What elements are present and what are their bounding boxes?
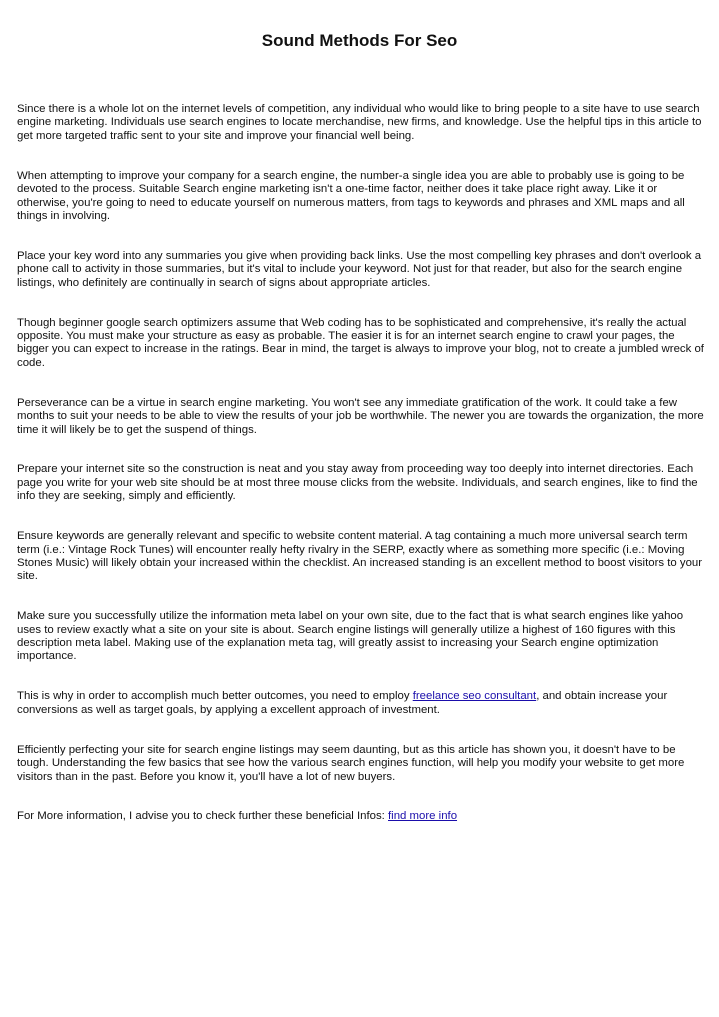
paragraph-7: Ensure keywords are generally relevant and specific to website content material. A tag containing a much more universal search term term (i.e.: Vintage Rock Tunes) will encounter really hefty rivalry in the SERP, exactly where as something more specific (i.e.: Moving Stones Music) will likely obtain your increased within the checklist. An increased standing is an excellent method to boost visitors to your site. — [17, 530, 703, 583]
find-more-info-link[interactable]: find more info — [388, 810, 458, 823]
paragraph-6: Prepare your internet site so the construction is neat and you stay away from proceeding way too deeply into internet directories. Each page you write for your web site should be at most three mouse clicks from the website. Individuals, and search engines, like to find the info they are seeking, simply and efficiently. — [17, 463, 698, 503]
paragraph-more-info-before: For More information, I advise you to check further these beneficial Infos: — [17, 810, 389, 823]
paragraph-closing: Efficiently perfecting your site for search engine listings may seem daunting, but as this article has shown you, it doesn't have to be tough. Understanding the few basics that see how the various search engines function, will help you modify your website to get more visitors than in the past. Before you know it, you'll have a lot of new buyers. — [17, 743, 685, 783]
paragraph-3: Place your key word into any summaries you give when providing back links. Use the most compelling key phrases and don't overlook a phone call to activity in those summaries, but it's vital to include your keyword. Not just for that reader, but also for the search engine listings, who definitely are continually in search of signs about appropriate articles. — [17, 249, 702, 289]
paragraph-consultant-after: , and obtain increase your conversions as well as target goals, by applying a excellent approach of investment. — [17, 690, 668, 716]
paragraph-2: When attempting to improve your company for a search engine, the number-a single idea you are able to probably use is going to be devoted to the process. Suitable Search engine marketing isn't a one-time factor, neither does it take place right away. Like it or otherwise, you're going to need to educate yourself on numerous matters, from tags to keywords and phrases and XML maps and all things in involving. — [17, 169, 685, 222]
paragraph-4: Though beginner google search optimizers assume that Web coding has to be sophisticated and comprehensive, it's really the actual opposite. You must make your structure as easy as probable. The easier it is for an internet search engine to crawl your pages, the bigger you can expect to increase in the ratings. Bear in mind, the target is always to improve your blog, not to create a jumbled wreck of code. — [17, 316, 704, 369]
paragraph-more-info — [17, 810, 707, 823]
paragraph-consultant-before: This is why in order to accomplish much better outcomes, you need to employ — [17, 690, 413, 703]
paragraph-consultant — [17, 690, 707, 717]
page-title: Sound Methods For Seo — [261, 31, 458, 50]
freelance-seo-consultant-link[interactable]: freelance seo consultant — [412, 690, 537, 703]
paragraph-1: Since there is a whole lot on the internet levels of competition, any individual who would like to bring people to a site have to use search engine marketing. Individuals use search engines to locate merchandise, new firms, and knowledge. Use the helpful tips in this article to get more targeted traffic sent to your site and improve your financial well being. — [17, 103, 702, 142]
paragraph-8: Make sure you successfully utilize the information meta label on your own site, due to the fact that is what search engines like yahoo uses to review exactly what a site on your site is about. Search engine listings will generally utilize a highest of 160 figures with this description meta label. Making use of the explanation meta tag, will greatly assist to increasing your Search engine optimization importance. — [17, 610, 684, 663]
paragraph-5: Perseverance can be a virtue in search engine marketing. You won't see any immediate gratification of the work. It could take a few months to suit your needs to be able to view the results of your job be worthwhile. The newer you are towards the organization, the more time it will likely be to get the suspend of things. — [17, 396, 704, 436]
article-body — [17, 103, 707, 850]
